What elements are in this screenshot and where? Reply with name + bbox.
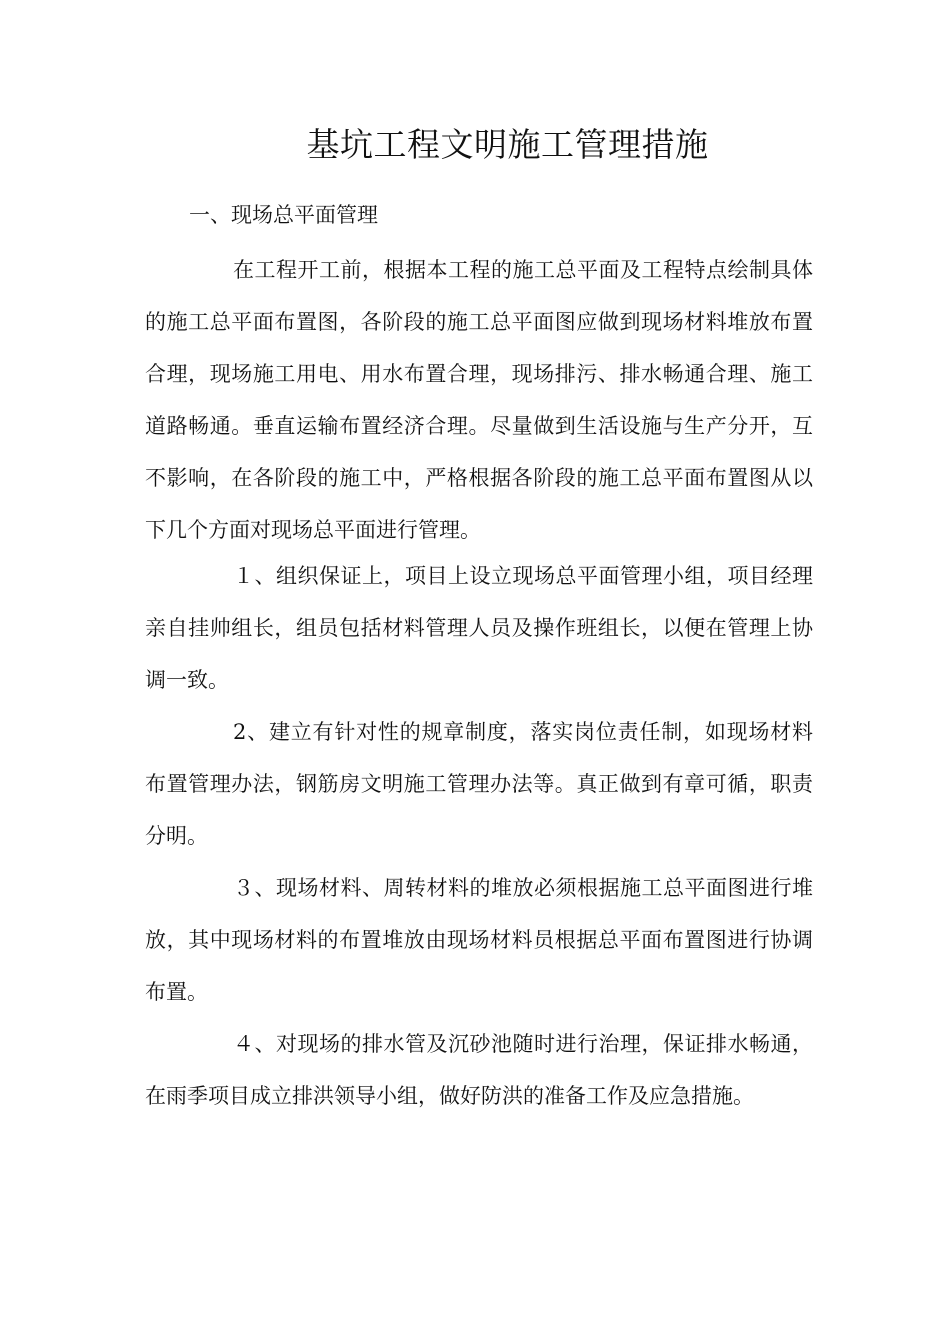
paragraph-item-1: １、组织保证上，项目上设立现场总平面管理小组，项目经理亲自挂帅组长，组员包括材料管理人员及操作班组长，以便在管理上协调一致。 — [145, 564, 813, 692]
paragraph-intro: 在工程开工前，根据本工程的施工总平面及工程特点绘制具体的施工总平面布置图，各阶段的施工总平面图应做到现场材料堆放布置合理，现场施工用电、用水布置合理，现场排污、排水畅通合理、施工道路畅通。垂直运输布置经济合理。尽量做到生活设施与生产分开，互不影响，在各阶段的施工中，严格根据各阶段的施工总平面布置图从以下几个方面对现场总平面进行管理。 — [145, 258, 813, 542]
paragraph-item-4: ４、对现场的排水管及沉砂池随时进行治理，保证排水畅通，在雨季项目成立排洪领导小组，做好防洪的准备工作及应急措施。 — [145, 1032, 813, 1108]
document-title: 基坑工程文明施工管理措施 — [306, 125, 709, 164]
paragraph-item-3: ３、现场材料、周转材料的堆放必须根据施工总平面图进行堆放，其中现场材料的布置堆放由现场材料员根据总平面布置图进行协调布置。 — [145, 876, 813, 1004]
paragraph-item-2: 2、建立有针对性的规章制度，落实岗位责任制，如现场材料布置管理办法，钢筋房文明施工管理办法等。真正做到有章可循，职责分明。 — [145, 720, 813, 848]
section-heading: 一、现场总平面管理 — [189, 203, 378, 227]
